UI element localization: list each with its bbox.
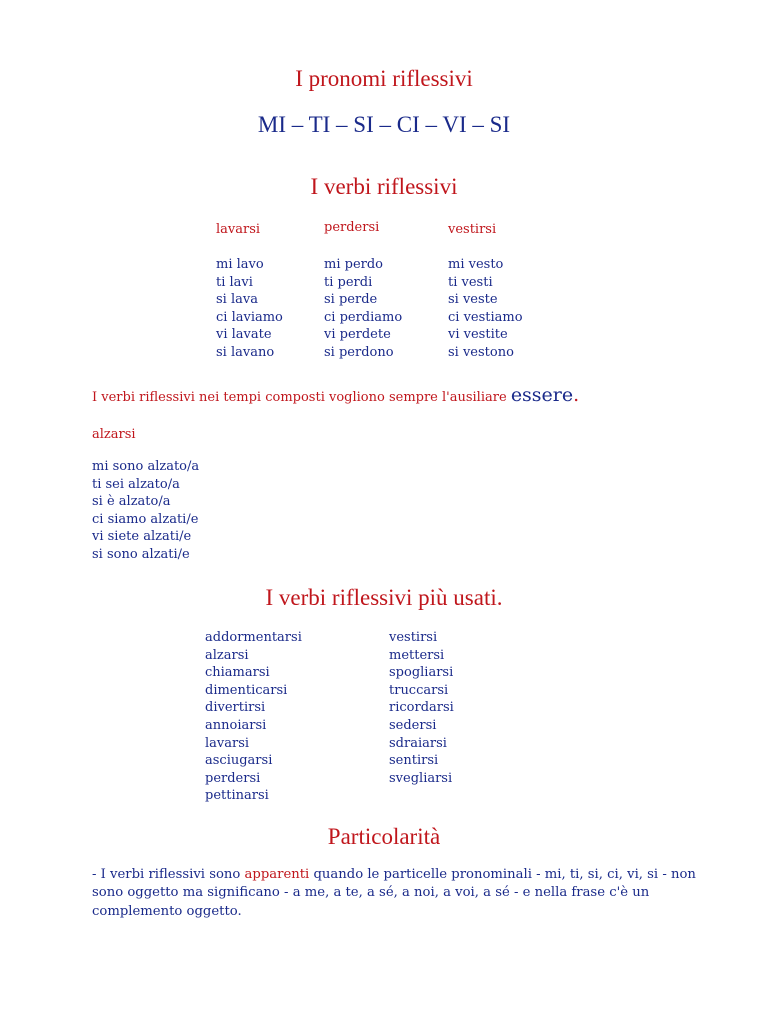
form: vi vestite: [448, 327, 508, 343]
verb-item: vestirsi: [389, 630, 438, 645]
title-verbi-piu-usati: I verbi riflessivi più usati.: [265, 585, 503, 610]
form: ci vestiamo: [448, 309, 523, 325]
form: ti lavi: [216, 274, 253, 290]
verb-item: lavarsi: [205, 735, 250, 751]
form: ti sei alzato/a: [92, 476, 180, 492]
verb-item: addormentarsi: [205, 630, 302, 645]
verb-item: annoiarsi: [205, 717, 267, 733]
conjugation-forms: [324, 256, 402, 362]
verb-item: dimenticarsi: [205, 682, 288, 698]
common-verbs-left: [205, 629, 302, 805]
verb-item: spogliarsi: [389, 665, 454, 681]
form: ci laviamo: [216, 309, 283, 325]
form: ci siamo alzati/e: [92, 511, 199, 527]
conjugation-forms: [448, 256, 523, 362]
verb-item: mettersi: [389, 647, 445, 663]
form: si perde: [324, 292, 378, 308]
form: vi siete alzati/e: [92, 529, 192, 545]
form: mi vesto: [448, 257, 504, 272]
form: si sono alzati/e: [92, 546, 190, 562]
form: mi lavo: [216, 257, 264, 272]
verb-item: truccarsi: [389, 682, 449, 698]
conjugation-perdersi: [324, 220, 402, 362]
paragraph-rest: quando le particelle pronominali - mi, ti, si, ci, vi, si - non sono oggetto ma significano - a me, a te, a sé, a noi, a voi, a sé - e nella frase c'è un complemento oggetto.: [92, 867, 696, 919]
form: si lava: [216, 292, 258, 308]
form: ci perdiamo: [324, 309, 403, 325]
ausiliare-text: I verbi riflessivi nei tempi composti vogliono sempre l'ausiliare: [92, 390, 507, 405]
verb-item: alzarsi: [205, 647, 249, 663]
form: si vestono: [448, 344, 514, 360]
highlight-apparenti: apparenti: [244, 867, 310, 882]
form: si lavano: [216, 344, 275, 360]
ausiliare-emphasis: essere: [510, 384, 574, 406]
verb-item: divertirsi: [205, 700, 266, 716]
conjugation-alzarsi: [92, 427, 199, 564]
form: mi perdo: [324, 257, 383, 272]
form: ti perdi: [324, 274, 373, 290]
verb-item: sedersi: [389, 717, 437, 733]
verb-item: svegliarsi: [389, 770, 453, 786]
verb-item: ricordarsi: [389, 700, 454, 716]
ausiliare-note: [92, 384, 579, 406]
form: si è alzato/a: [92, 494, 171, 510]
form: vi perdete: [324, 327, 391, 343]
verb-item: sdraiarsi: [389, 735, 447, 751]
form: si perdono: [324, 344, 394, 360]
verb-header: perdersi: [324, 220, 380, 235]
ausiliare-period: .: [573, 384, 580, 406]
form: vi lavate: [216, 327, 272, 343]
title-pronomi-riflessivi: I pronomi riflessivi: [295, 66, 473, 91]
verb-item: chiamarsi: [205, 665, 270, 681]
form: si veste: [448, 292, 498, 308]
verb-item: sentirsi: [389, 753, 439, 769]
form: mi sono alzato/a: [92, 459, 200, 474]
conjugation-forms: [92, 458, 199, 564]
conjugation-vestirsi: [448, 222, 523, 362]
verb-header: lavarsi: [216, 222, 261, 237]
verb-item: asciugarsi: [205, 753, 273, 769]
form: ti vesti: [448, 274, 493, 290]
title-verbi-riflessivi: I verbi riflessivi: [310, 174, 458, 199]
paragraph-start: - I verbi riflessivi sono: [92, 867, 245, 882]
conjugation-forms: [216, 256, 283, 362]
particolarita-paragraph: [92, 866, 710, 921]
verb-header: alzarsi: [92, 427, 136, 442]
pronomi-list: MI – TI – SI – CI – VI – SI: [257, 112, 511, 137]
conjugation-lavarsi: [216, 222, 283, 362]
verb-header: vestirsi: [448, 222, 497, 237]
verb-item: pettinarsi: [205, 788, 269, 804]
common-verbs-right: [389, 629, 454, 787]
verb-item: perdersi: [205, 770, 261, 786]
title-particolarita: Particolarità: [327, 824, 441, 849]
